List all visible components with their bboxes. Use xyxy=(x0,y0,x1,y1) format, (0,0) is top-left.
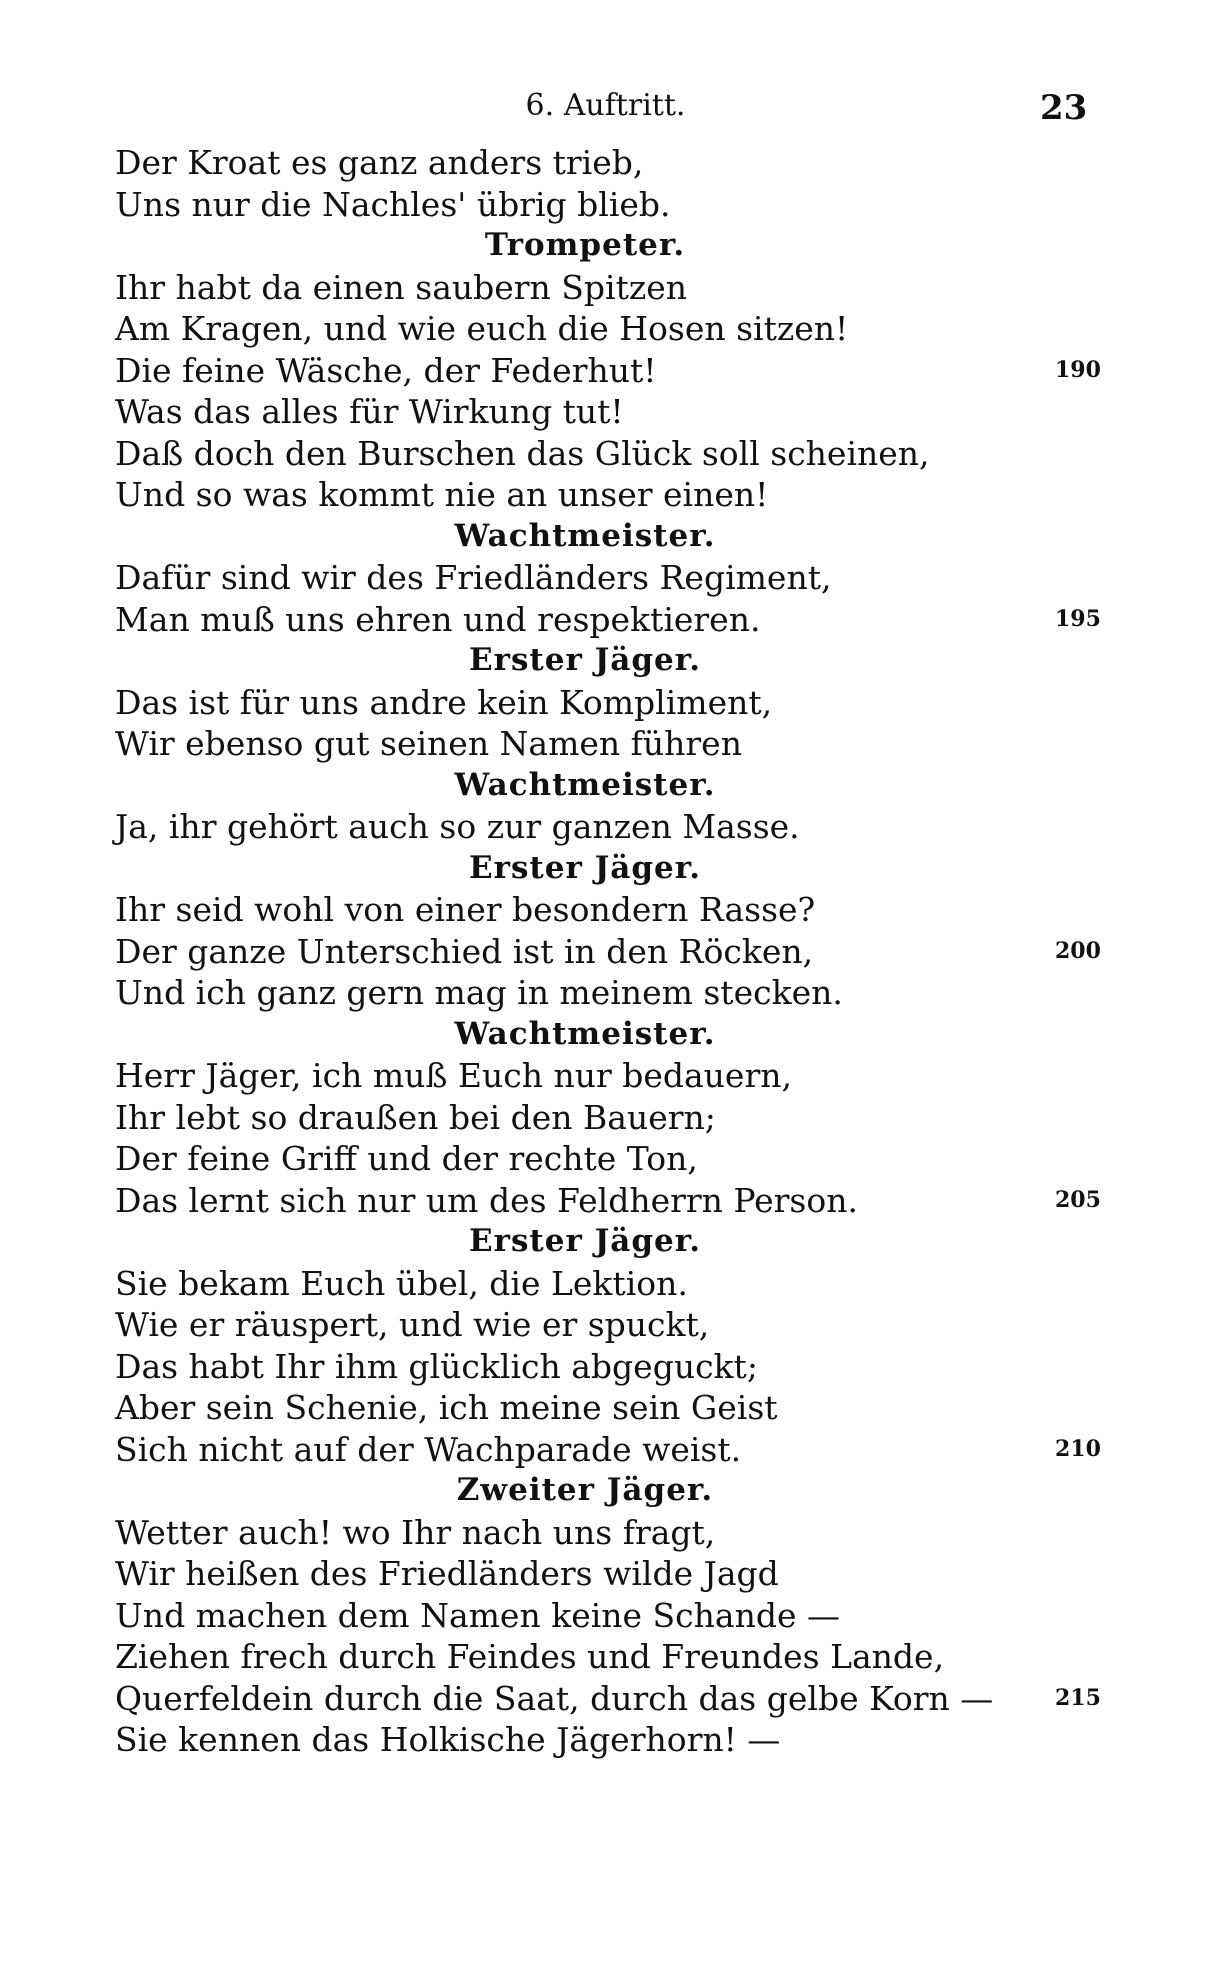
verse-line: Der feine Griff und der rechte Ton, xyxy=(115,1139,698,1178)
verse-line: Was das alles für Wirkung tut! xyxy=(115,392,624,431)
speaker-heading: Wachtmeister. xyxy=(454,766,716,803)
verse-line: Sie kennen das Holkische Jägerhorn! — xyxy=(115,1720,781,1759)
verse-line: Dafür sind wir des Friedländers Regiment, xyxy=(115,558,832,597)
speaker-heading: Erster Jäger. xyxy=(468,1223,701,1259)
verse-line: Sie bekam Euch übel, die Lektion. xyxy=(115,1263,688,1303)
running-title: 6. Auftritt. xyxy=(525,88,686,123)
verse-line: Ziehen frech durch Feindes und Freundes Lande, xyxy=(115,1637,945,1676)
verse-line: Der ganze Unterschied ist in den Röcken, xyxy=(115,931,814,971)
verse-line: Daß doch den Burschen das Glück soll scheinen, xyxy=(115,433,930,473)
verse-line: Wir ebenso gut seinen Namen führen xyxy=(115,724,742,763)
verse-line: Man muß uns ehren und respektieren. xyxy=(115,599,761,639)
page-number: 23 xyxy=(1040,88,1088,128)
line-number: 195 xyxy=(1055,605,1101,632)
verse-line: Sich nicht auf der Wachparade weist. xyxy=(115,1429,742,1469)
verse-line: Wie er räuspert, und wie er spuckt, xyxy=(115,1305,710,1344)
verse-line: Und ich ganz gern mag in meinem stecken. xyxy=(115,973,843,1012)
verse-line: Herr Jäger, ich muß Euch nur bedauern, xyxy=(115,1056,792,1095)
speaker-heading: Zweiter Jäger. xyxy=(456,1472,714,1508)
verse-line: Ja, ihr gehört auch so zur ganzen Masse. xyxy=(115,807,800,846)
verse-line: Das habt Ihr ihm glücklich abgeguckt; xyxy=(115,1346,758,1386)
verse-line: Ihr seid wohl von einer besondern Rasse? xyxy=(115,890,816,929)
verse-line: Am Kragen, und wie euch die Hosen sitzen! xyxy=(115,309,849,348)
verse-line: Und machen dem Namen keine Schande — xyxy=(115,1595,840,1635)
page-header xyxy=(0,88,1211,128)
line-number: 215 xyxy=(1055,1684,1101,1711)
verse-line: Aber sein Schenie, ich meine sein Geist xyxy=(115,1388,778,1427)
verse-line: Das lernt sich nur um des Feldherrn Person. xyxy=(115,1180,858,1220)
verse-line: Die feine Wäsche, der Federhut! xyxy=(115,350,657,390)
speaker-heading: Wachtmeister. xyxy=(454,1015,716,1052)
verse-line: Der Kroat es ganz anders trieb, xyxy=(115,143,644,182)
verse-line: Uns nur die Nachles' übrig blieb. xyxy=(115,184,671,224)
speaker-heading: Wachtmeister. xyxy=(454,517,716,554)
verse-line: Querfeldein durch die Saat, durch das gelbe Korn — xyxy=(115,1678,994,1718)
speaker-heading: Erster Jäger. xyxy=(468,642,701,678)
verse-line: Ihr habt da einen saubern Spitzen xyxy=(115,267,688,307)
verse-text xyxy=(115,142,1015,1761)
speaker-heading: Trompeter. xyxy=(484,227,686,263)
verse-line: Wir heißen des Friedländers wilde Jagd xyxy=(115,1554,779,1593)
line-number: 205 xyxy=(1055,1186,1101,1213)
line-number: 190 xyxy=(1055,356,1101,383)
line-number: 210 xyxy=(1055,1435,1101,1462)
speaker-heading: Erster Jäger. xyxy=(468,849,701,886)
verse-line: Und so was kommt nie an unser einen! xyxy=(115,475,769,514)
verse-line: Ihr lebt so draußen bei den Bauern; xyxy=(115,1097,716,1137)
verse-line: Das ist für uns andre kein Kompliment, xyxy=(115,682,773,722)
line-number: 200 xyxy=(1055,937,1101,964)
verse-line: Wetter auch! wo Ihr nach uns fragt, xyxy=(115,1512,716,1552)
